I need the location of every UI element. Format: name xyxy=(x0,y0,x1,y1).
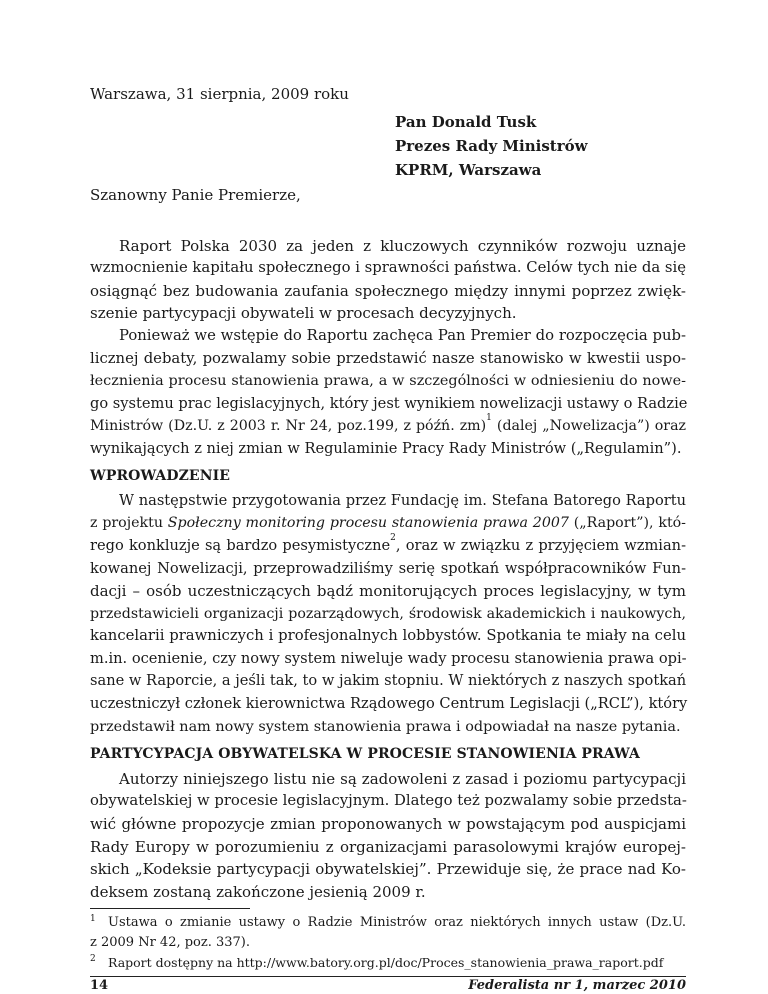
paragraph-line: Rady Europy w porozumieniu z organizacjami parasolowymi krajów europej- xyxy=(90,838,686,856)
paragraph-line xyxy=(90,415,686,438)
footnote-ref-2: 2 xyxy=(390,533,396,543)
paragraph-line: licznej debaty, pozwalamy sobie przedstawić nasze stanowisko w kwestii uspo- xyxy=(90,350,686,367)
paragraph-line: Autorzy niniejszego listu nie są zadowoleni z zasad i poziomu partycypacji xyxy=(119,770,686,788)
paragraph-line: kancelarii prawniczych i profesjonalnych lobbystów. Spotkania te miały na celu xyxy=(90,627,686,644)
paragraph-line: przedstawicieli organizacji pozarządowych, środowisk akademickich i naukowych, xyxy=(90,606,686,622)
paragraph-line: uczestniczył członek kierownictwa Rządowego Centrum Legislacji („RCL”), który xyxy=(90,695,688,712)
footnote-number: 1 xyxy=(90,914,96,924)
paragraph-line xyxy=(90,535,686,558)
paragraph-line: skich „Kodeksie partycypacji obywatelskiej”. Przewiduje się, że prace nad Ko- xyxy=(90,860,686,878)
paragraph-line: sane w Raporcie, a jeśli tak, to w jakim stopniu. W niektórych z naszych spotkań xyxy=(90,672,687,689)
footer-rule xyxy=(90,976,686,977)
paragraph-line: Raport Polska 2030 za jeden z kluczowych czynników rozwoju uznaje xyxy=(119,237,686,255)
paragraph-line: przedstawił nam nowy system stanowienia prawa i odpowiadał na nasze pytania. xyxy=(90,719,681,735)
footnote-text: Raport dostępny na http://www.batory.org.pl/doc/Proces_stanowienia_prawa_raport.pdf xyxy=(108,955,664,970)
report-title: Społeczny monitoring procesu stanowienia prawa 2007 xyxy=(167,515,569,531)
paragraph-line: m.in. ocenienie, czy nowy system niweluje wady procesu stanowienia prawa opi- xyxy=(90,650,687,667)
recipient-name: Pan Donald Tusk xyxy=(395,113,537,131)
paragraph-line: kowanej Nowelizacji, przeprowadziliśmy serię spotkań współpracowników Fun- xyxy=(90,560,686,577)
footnote-text: z 2009 Nr 42, poz. 337). xyxy=(90,935,251,950)
text-run: (dalej „Nowelizacja”) oraz xyxy=(491,418,687,434)
paragraph-line: deksem zostaną zakończone jesienią 2009 r. xyxy=(90,883,426,901)
text-run: , oraz w związku z przyjęciem wzmian- xyxy=(395,537,686,554)
recipient-title: Prezes Rady Ministrów xyxy=(395,137,588,155)
footnote-ref-1: 1 xyxy=(486,413,492,423)
section-heading: WPROWADZENIE xyxy=(90,468,231,484)
paragraph-line: wzmocnienie kapitału społecznego i sprawności państwa. Celów tych nie da się xyxy=(90,259,686,276)
paragraph-line: osiągnąć bez budowania zaufania społecznego między innymi poprzez zwięk- xyxy=(90,282,686,300)
paragraph-line: go systemu prac legislacyjnych, który jest wynikiem nowelizacji ustawy o Radzie xyxy=(90,395,688,412)
paragraph-line: szenie partycypacji obywateli w procesach decyzyjnych. xyxy=(90,304,517,322)
paragraph-line: W następstwie przygotowania przez Fundację im. Stefana Batorego Raportu xyxy=(119,492,686,509)
date-line: Warszawa, 31 sierpnia, 2009 roku xyxy=(90,85,349,103)
page-number: 14 xyxy=(90,978,109,993)
paragraph-line: łecznienia procesu stanowienia prawa, a w szczególności w odniesieniu do nowe- xyxy=(90,373,686,389)
paragraph-line: obywatelskiej w procesie legislacyjnym. Dlatego też pozwalamy sobie przedsta- xyxy=(90,792,687,809)
paragraph-line: dacji – osób uczestniczących bądź monitorujących proces legislacyjny, w tym xyxy=(90,582,686,600)
text-run: („Raport”), któ- xyxy=(568,515,686,531)
salutation: Szanowny Panie Premierze, xyxy=(90,186,301,204)
footnote-text: Ustawa o zmianie ustawy o Radzie Ministrów oraz niektórych innych ustaw (Dz.U. xyxy=(108,915,686,930)
section-heading: PARTYCYPACJA OBYWATELSKA W PROCESIE STANOWIENIA PRAWA xyxy=(90,746,640,762)
text-run: Ministrów (Dz.U. z 2003 r. Nr 24, poz.199, z późń. zm) xyxy=(90,418,487,434)
journal-title: Federalista nr 1, marzec 2010 xyxy=(468,978,686,993)
recipient-address: KPRM, Warszawa xyxy=(395,161,542,179)
paragraph-line: wynikających z niej zmian w Regulaminie Pracy Rady Ministrów („Regulamin”). xyxy=(90,440,682,457)
paragraph-line: wić główne propozycje zmian proponowanych w powstającym pod auspicjami xyxy=(90,815,686,833)
paragraph-line xyxy=(90,512,686,535)
text-run: rego konkluzje są bardzo pesymistyczne xyxy=(90,537,391,554)
footnote-separator xyxy=(90,908,250,909)
footnote-number: 2 xyxy=(90,954,96,964)
text-run: z projektu xyxy=(90,515,168,531)
paragraph-line: Ponieważ we wstępie do Raportu zachęca Pan Premier do rozpoczęcia pub- xyxy=(119,327,686,344)
